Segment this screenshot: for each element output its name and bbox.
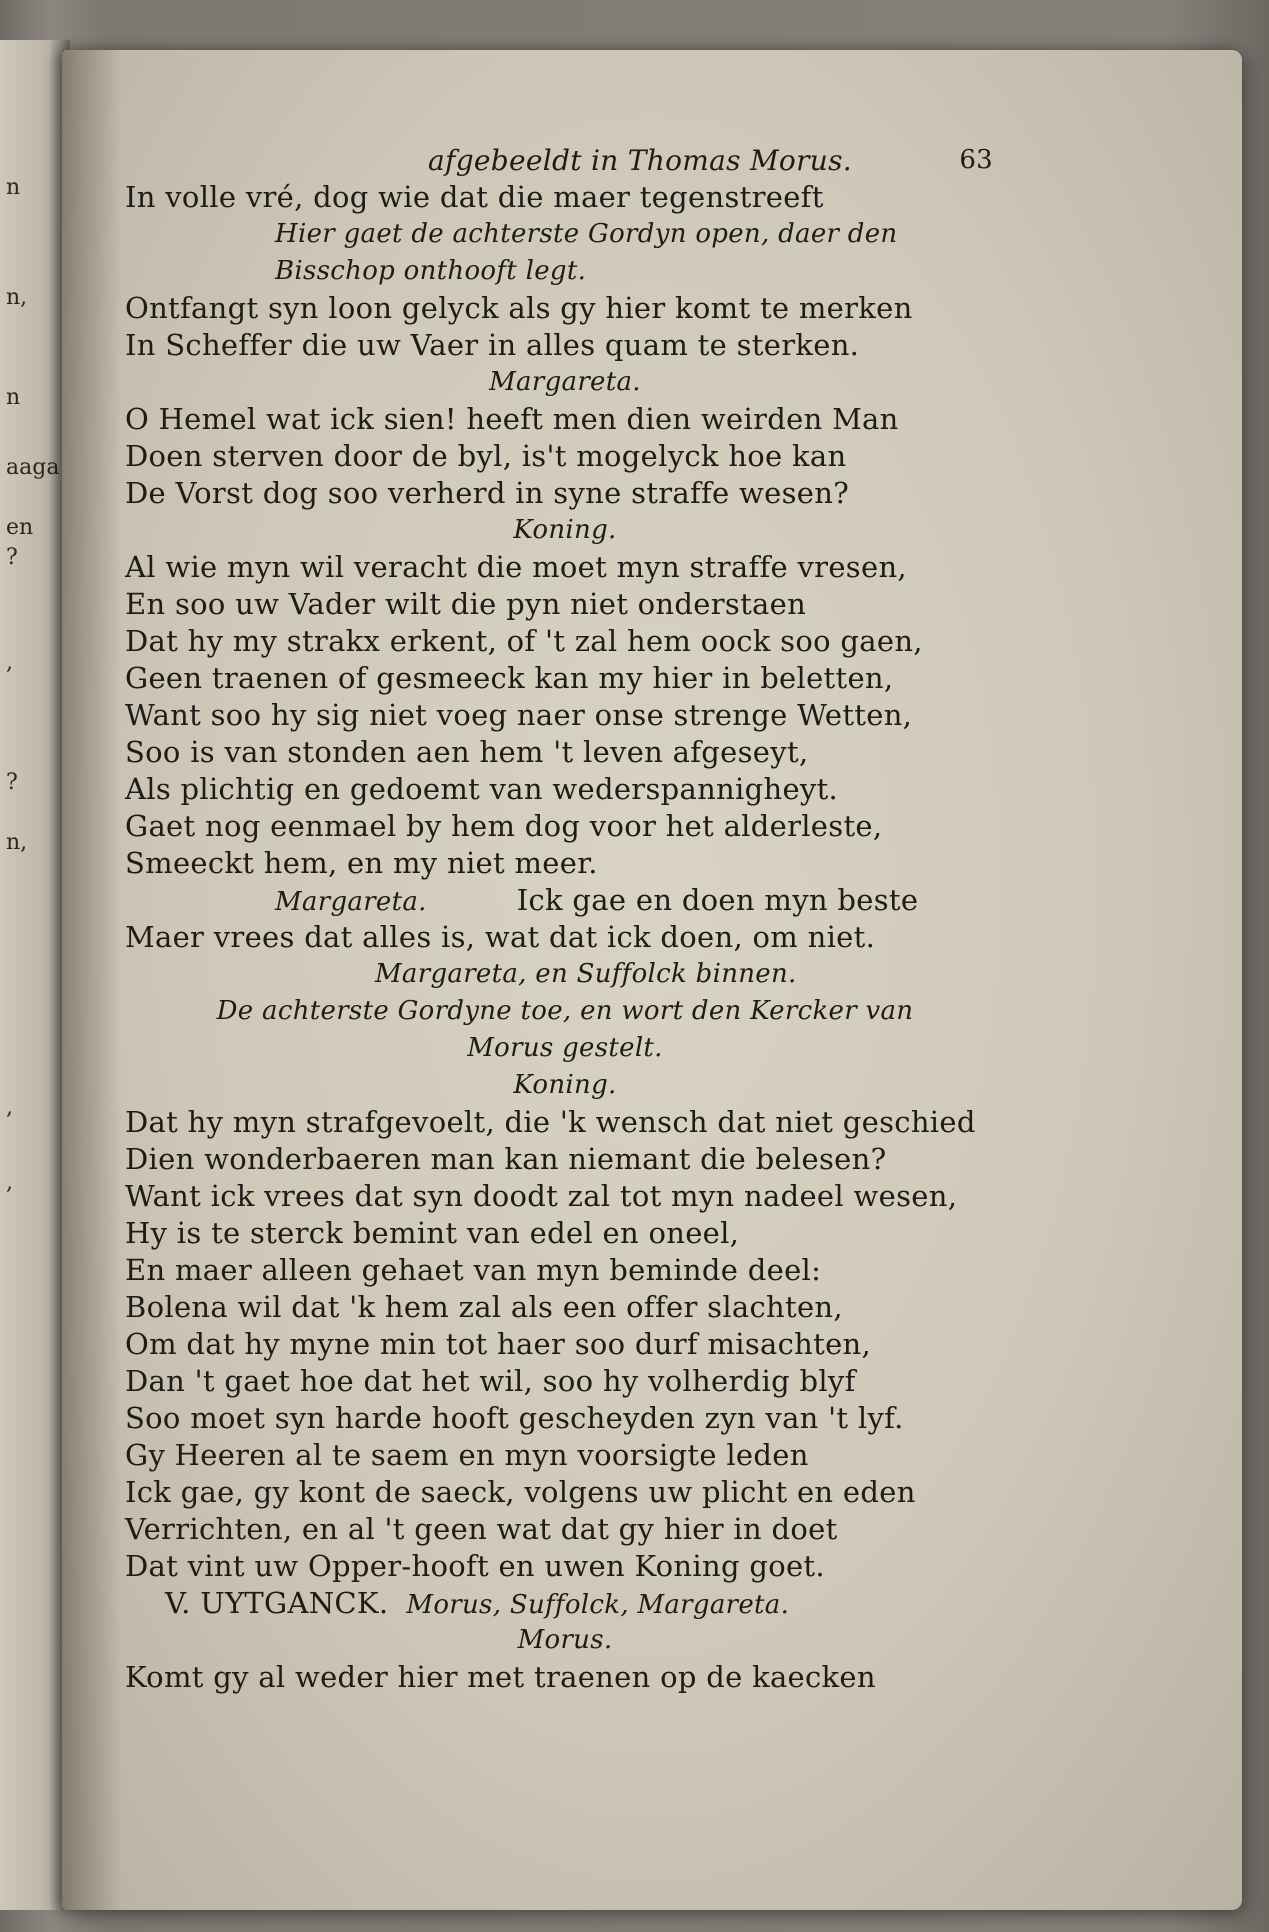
verse-line: O Hemel wat ick sien! heeft men dien weirden Man [125, 402, 899, 436]
left-page-mark: , [6, 1095, 13, 1120]
scene-characters: Morus, Suffolck, Margareta. [406, 1590, 790, 1620]
left-page-mark: ? [6, 545, 18, 570]
speaker-name: Koning. [513, 515, 617, 545]
verse-line: En maer alleen gehaet van myn beminde deel: [125, 1253, 822, 1287]
verse-line: Want ick vrees dat syn doodt zal tot myn nadeel wesen, [125, 1179, 958, 1213]
verse-line: Dan 't gaet hoe dat het wil, soo hy volherdig blyf [125, 1364, 856, 1398]
left-page-mark: aaga [6, 455, 60, 480]
verse-line: De Vorst dog soo verherd in syne straffe wesen? [125, 476, 850, 510]
verse-line: Dat hy myn strafgevoelt, die 'k wensch dat niet geschied [125, 1105, 976, 1139]
left-page-mark: n [6, 385, 21, 410]
verse-line: In volle vré, dog wie dat die maer tegenstreeft [125, 180, 824, 214]
stage-direction: Bisschop onthooft legt. [275, 256, 587, 286]
speaker-name: Margareta. [275, 887, 427, 917]
stage-direction: De achterste Gordyne toe, en wort den Kercker van [216, 996, 914, 1026]
stage-direction: Morus gestelt. [467, 1033, 663, 1063]
verse-line: Want soo hy sig niet voeg naer onse strenge Wetten, [125, 698, 913, 732]
verse-line: Maer vrees dat alles is, wat dat ick doen, om niet. [125, 920, 876, 954]
left-page-mark: n, [6, 830, 28, 855]
verse-line: Bolena wil dat 'k hem zal als een offer slachten, [125, 1290, 843, 1324]
text-lines [125, 179, 1005, 1696]
verse-line: Verrichten, en al 't geen wat dat gy hier in doet [125, 1512, 838, 1546]
running-title: afgebeeldt in Thomas Morus. [428, 144, 852, 177]
page-number: 63 [959, 145, 993, 175]
speaker-name: Koning. [513, 1070, 617, 1100]
stage-direction: Hier gaet de achterste Gordyn open, daer den [275, 219, 898, 249]
verse-line: Ontfangt syn loon gelyck als gy hier komt te merken [125, 291, 913, 325]
verse-line: Hy is te sterck bemint van edel en oneel, [125, 1216, 740, 1250]
verse-line-with-speaker [125, 882, 1005, 919]
verse-line: Dat vint uw Opper-hooft en uwen Koning goet. [125, 1549, 825, 1583]
speaker-name: Margareta. [489, 367, 641, 397]
verse-line: Soo is van stonden aen hem 't leven afgeseyt, [125, 735, 809, 769]
stage-direction: Margareta, en Suffolck binnen. [375, 959, 797, 989]
verse-line: Geen traenen of gesmeeck kan my hier in beletten, [125, 661, 894, 695]
left-page-mark: , [6, 650, 13, 675]
left-page-edge [0, 40, 70, 1910]
speaker-name: Morus. [517, 1625, 613, 1655]
left-page-mark: ? [6, 770, 18, 795]
verse-line: En soo uw Vader wilt die pyn niet onderstaen [125, 587, 807, 621]
spine-shadow [62, 50, 122, 1910]
left-page-margin-text [2, 40, 62, 1910]
verse-text: Ick gae en doen myn beste [516, 883, 919, 917]
verse-line: Ick gae, gy kont de saeck, volgens uw plicht en eden [125, 1475, 916, 1509]
left-page-mark: en [6, 515, 34, 540]
verse-line: Gy Heeren al te saem en myn voorsigte leden [125, 1438, 809, 1472]
verse-line: Dat hy my strakx erkent, of 't zal hem oock soo gaen, [125, 624, 923, 658]
left-page-mark: , [6, 1170, 13, 1195]
verse-line: Smeeckt hem, en my niet meer. [125, 846, 598, 880]
left-page-mark: n, [6, 285, 28, 310]
verse-line: Soo moet syn harde hooft gescheyden zyn van 't lyf. [125, 1401, 904, 1435]
verse-line: Komt gy al weder hier met traenen op de kaecken [125, 1660, 876, 1694]
scene-heading [125, 1585, 1005, 1622]
verse-line: In Scheffer die uw Vaer in alles quam te sterken. [125, 328, 860, 362]
verse-line: Als plichtig en gedoemt van wederspannigheyt. [125, 772, 839, 806]
scene-number: V. UYTGANCK. [165, 1586, 389, 1620]
verse-line: Al wie myn wil veracht die moet myn straffe vresen, [125, 550, 907, 584]
page-text [125, 142, 1005, 1696]
verse-line: Om dat hy myne min tot haer soo durf misachten, [125, 1327, 872, 1361]
verse-line: Dien wonderbaeren man kan niemant die belesen? [125, 1142, 887, 1176]
verse-line: Gaet nog eenmael by hem dog voor het alderleste, [125, 809, 883, 843]
left-page-mark: n [6, 175, 21, 200]
running-header [125, 142, 1005, 179]
verse-line: Doen sterven door de byl, is't mogelyck hoe kan [125, 439, 847, 473]
